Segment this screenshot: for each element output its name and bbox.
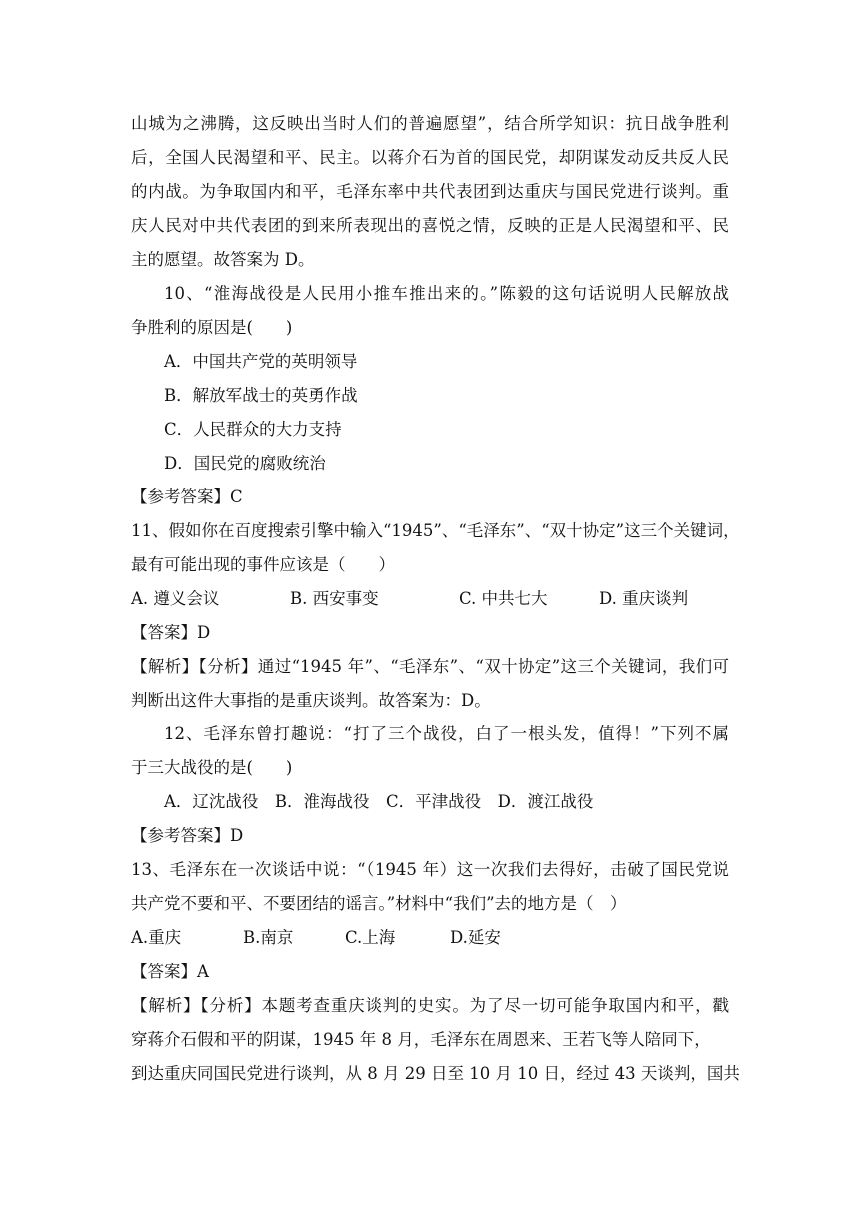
paragraph-line: 主的愿望。故答案为 D。 <box>131 250 315 269</box>
question-10-option-b: B．解放军战士的英勇作战 <box>164 386 358 405</box>
question-13-option-c: C.上海 <box>345 928 396 947</box>
question-13-analysis: 【解析】【分析】本题考查重庆谈判的史实。为了尽一切可能争取国内和平，戳 <box>131 996 729 1015</box>
question-12-options: A．辽沈战役 B．淮海战役 C．平津战役 D．渡江战役 <box>164 792 594 811</box>
question-11-answer: 【答案】D <box>131 623 211 642</box>
question-11-text: 11、假如你在百度搜索引擎中输入“1945”、“毛泽东”、“双十协定”这三个关键词， <box>131 521 740 540</box>
question-13-text: 13、毛泽东在一次谈话中说：“（1945 年）这一次我们去得好，击破了国民党说 <box>131 860 729 879</box>
question-13-analysis-cont: 到达重庆同国民党进行谈判，从 8 月 29 日至 10 月 10 日，经过 43 天谈判，国共 <box>131 1064 740 1083</box>
question-13-option-d: D.延安 <box>450 928 501 947</box>
question-11-option-d: D. 重庆谈判 <box>599 589 689 608</box>
question-12-text-cont: 于三大战役的是( ) <box>131 758 293 777</box>
paragraph-line: 后，全国人民渴望和平、民主。以蒋介石为首的国民党，却阴谋发动反共反人民 <box>131 148 729 167</box>
question-13-option-b: B.南京 <box>243 928 294 947</box>
paragraph-line: 庆人民对中共代表团的到来所表现出的喜悦之情，反映的正是人民渴望和平、民 <box>131 216 729 235</box>
question-11-analysis-cont: 判断出这件大事指的是重庆谈判。故答案为：D。 <box>131 691 491 710</box>
question-11-option-b: B. 西安事变 <box>290 589 379 608</box>
question-13-text-cont: 共产党不要和平、不要团结的谣言。”材料中“我们”去的地方是（ ） <box>131 894 627 913</box>
question-10-option-c: C．人民群众的大力支持 <box>164 420 342 439</box>
question-13-option-a: A.重庆 <box>131 928 182 947</box>
question-10-option-d: D．国民党的腐败统治 <box>164 454 326 473</box>
question-11-option-c: C. 中共七大 <box>459 589 548 608</box>
question-11-text-cont: 最有可能出现的事件应该是（ ） <box>131 555 395 574</box>
question-12-answer: 【参考答案】D <box>131 826 244 845</box>
question-11-option-a: A. 遵义会议 <box>131 589 220 608</box>
question-12-text: 12、毛泽东曾打趣说：“打了三个战役，白了一根头发，值得！”下列不属 <box>164 724 729 743</box>
paragraph-line: 山城为之沸腾，这反映出当时人们的普遍愿望”，结合所学知识：抗日战争胜利 <box>131 114 729 133</box>
question-13-analysis-cont: 穿蒋介石假和平的阴谋，1945 年 8 月，毛泽东在周恩来、王若飞等人陪同下， <box>131 1030 711 1049</box>
question-10-answer: 【参考答案】C <box>131 487 243 506</box>
question-10-text-cont: 争胜利的原因是( ) <box>131 318 293 337</box>
question-11-analysis: 【解析】【分析】通过“1945 年”、“毛泽东”、“双十协定”这三个关键词，我们可 <box>131 657 729 676</box>
question-13-answer: 【答案】A <box>131 962 209 981</box>
paragraph-line: 的内战。为争取国内和平，毛泽东率中共代表团到达重庆与国民党进行谈判。重 <box>131 182 729 201</box>
question-10-text: 10、“淮海战役是人民用小推车推出来的。”陈毅的这句话说明人民解放战 <box>164 284 729 303</box>
question-10-option-a: A．中国共产党的英明领导 <box>164 352 358 371</box>
